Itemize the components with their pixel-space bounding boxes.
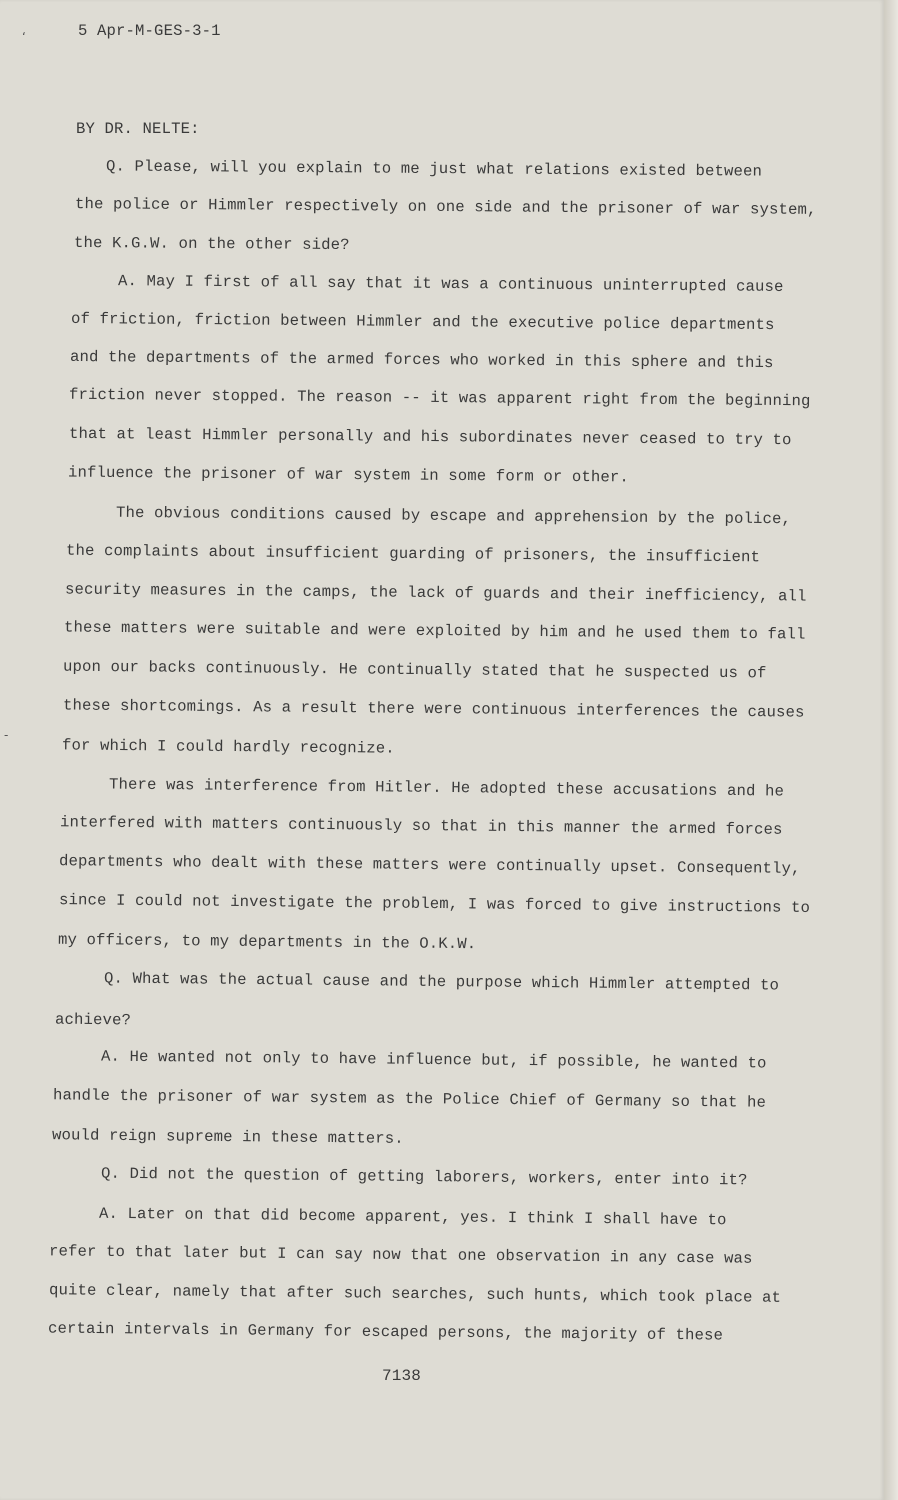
paragraph-1-line-3: the K.G.W. on the other side? xyxy=(73,233,350,255)
paragraph-8-line-2: refer to that later but I can say now that one observation in any case was xyxy=(48,1242,753,1268)
paragraph-1-line-1: Q. Please, will you explain to me just what relations existed between xyxy=(105,157,763,181)
paragraph-1-line-2: the police or Himmler respectively on one side and the prisoner of war system, xyxy=(74,195,817,219)
paragraph-3-line-5: upon our backs continuously. He continually stated that he suspected us of xyxy=(62,657,767,683)
paragraph-4-line-3: departments who dealt with these matters were continually upset. Consequently, xyxy=(58,852,801,878)
margin-mark: - xyxy=(4,728,9,742)
paragraph-2-line-2: of friction, friction between Himmler and the executive police departments xyxy=(70,309,775,335)
paragraph-4-line-2: interfered with matters continuously so that in this manner the armed forces xyxy=(59,813,783,839)
paragraph-8-line-3: quite clear, namely that after such searches, such hunts, which took place at xyxy=(48,1281,782,1307)
paragraph-3-line-1: The obvious conditions caused by escape and apprehension by the police, xyxy=(115,503,792,529)
paragraph-2-line-4: friction never stopped. The reason -- it was apparent right from the beginning xyxy=(68,385,811,411)
paragraph-8-line-4: certain intervals in Germany for escaped persons, the majority of these xyxy=(47,1319,724,1345)
paragraph-3-line-7: for which I could hardly recognize. xyxy=(61,736,395,758)
paragraph-2-line-1: A. May I first of all say that it was a continuous uninterrupted cause xyxy=(117,272,784,296)
paragraph-5-line-1: Q. What was the actual cause and the purpose which Himmler attempted to xyxy=(103,969,780,995)
paragraph-4-line-1: There was interference from Hitler. He adopted these accusations and he xyxy=(108,775,785,801)
paragraph-2-line-6: influence the prisoner of war system in some form or other. xyxy=(67,463,630,487)
paragraph-3-line-4: these matters were suitable and were exploited by him and he used them to fall xyxy=(63,618,806,644)
paragraph-5-line-2: achieve? xyxy=(54,1010,132,1030)
paragraph-2-line-5: that at least Himmler personally and his subordinates never ceased to try to xyxy=(68,424,792,450)
paragraph-2-line-3: and the departments of the armed forces who worked in this sphere and this xyxy=(69,347,774,373)
document-header: 5 Apr-M-GES-3-1 xyxy=(78,22,221,40)
paragraph-6-line-2: handle the prisoner of war system as the Police Chief of Germany so that he xyxy=(52,1086,767,1112)
paragraph-6-line-3: would reign supreme in these matters. xyxy=(51,1126,404,1148)
paragraph-4-line-4: since I could not investigate the problem, I was forced to give instructions to xyxy=(58,891,811,917)
paragraph-3-line-6: these shortcomings. As a result there were continuous interferences the causes xyxy=(62,696,805,722)
corner-mark: ‘ xyxy=(22,30,26,44)
paragraph-6-line-1: A. He wanted not only to have influence but, if possible, he wanted to xyxy=(100,1047,767,1073)
page-number: 7138 xyxy=(382,1367,422,1385)
page-edge xyxy=(884,0,898,1500)
paragraph-7-line-1: Q. Did not the question of getting laborers, workers, enter into it? xyxy=(100,1164,748,1190)
paragraph-4-line-5: my officers, to my departments in the O.K.W. xyxy=(57,930,477,954)
paragraph-3-line-2: the complaints about insufficient guarding of prisoners, the insufficient xyxy=(65,541,761,567)
examiner-byline: BY DR. NELTE: xyxy=(76,120,200,138)
paragraph-3-line-3: security measures in the camps, the lack of guards and their inefficiency, all xyxy=(64,580,807,606)
paragraph-8-line-1: A. Later on that did become apparent, yes. I think I shall have to xyxy=(98,1204,727,1230)
